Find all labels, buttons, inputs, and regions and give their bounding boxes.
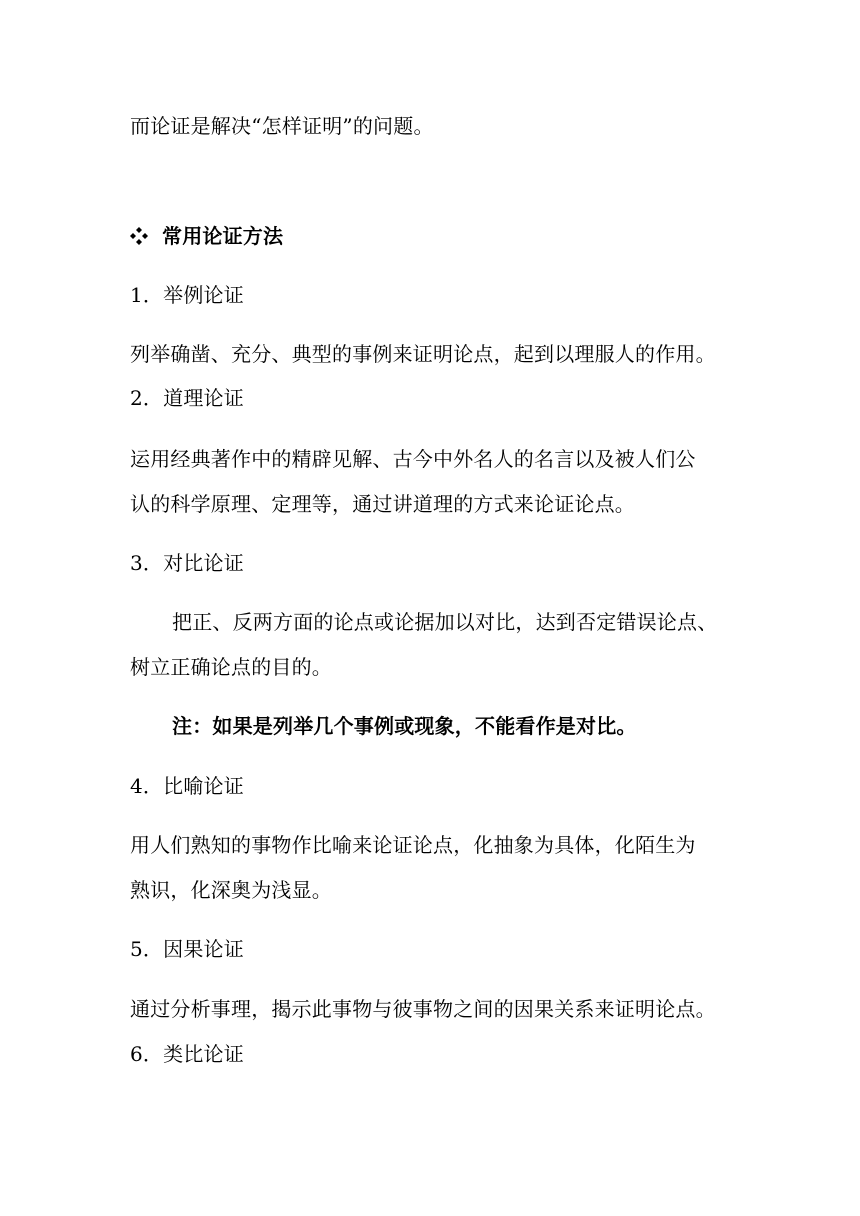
item5-description: 通过分析事理，揭示此事物与彼事物之间的因果关系来证明论点。 [130,997,716,1021]
item3-description-line1: 把正、反两方面的论点或论据加以对比，达到否定错误论点、 [172,610,718,634]
item1-description: 列举确凿、充分、典型的事例来证明论点，起到以理服人的作用。 [130,342,716,366]
item6-title: 6．类比论证 [130,1042,244,1066]
item2-title: 2．道理论证 [130,386,244,410]
item3-description-line2: 树立正确论点的目的。 [130,655,332,679]
item3-note: 注：如果是列举几个事例或现象，不能看作是对比。 [172,714,637,738]
item1-title: 1．举例论证 [130,283,244,307]
item2-description-line2: 认的科学原理、定理等，通过讲道理的方式来论证论点。 [130,492,635,516]
item2-description-line1: 运用经典著作中的精辟见解、古今中外名人的名言以及被人们公 [130,447,696,471]
four-diamond-bullet-icon [130,227,148,245]
section-heading [130,222,283,250]
item3-title: 3．对比论证 [130,551,244,575]
item5-title: 5．因果论证 [130,937,244,961]
item4-description-line2: 熟识，化深奥为浅显。 [130,878,332,902]
item4-description-line1: 用人们熟知的事物作比喻来论证论点，化抽象为具体，化陌生为 [130,833,696,857]
section-title: 常用论证方法 [162,224,284,248]
intro-paragraph: 而论证是解决“怎样证明”的问题。 [130,114,434,138]
item4-title: 4．比喻论证 [130,774,244,798]
